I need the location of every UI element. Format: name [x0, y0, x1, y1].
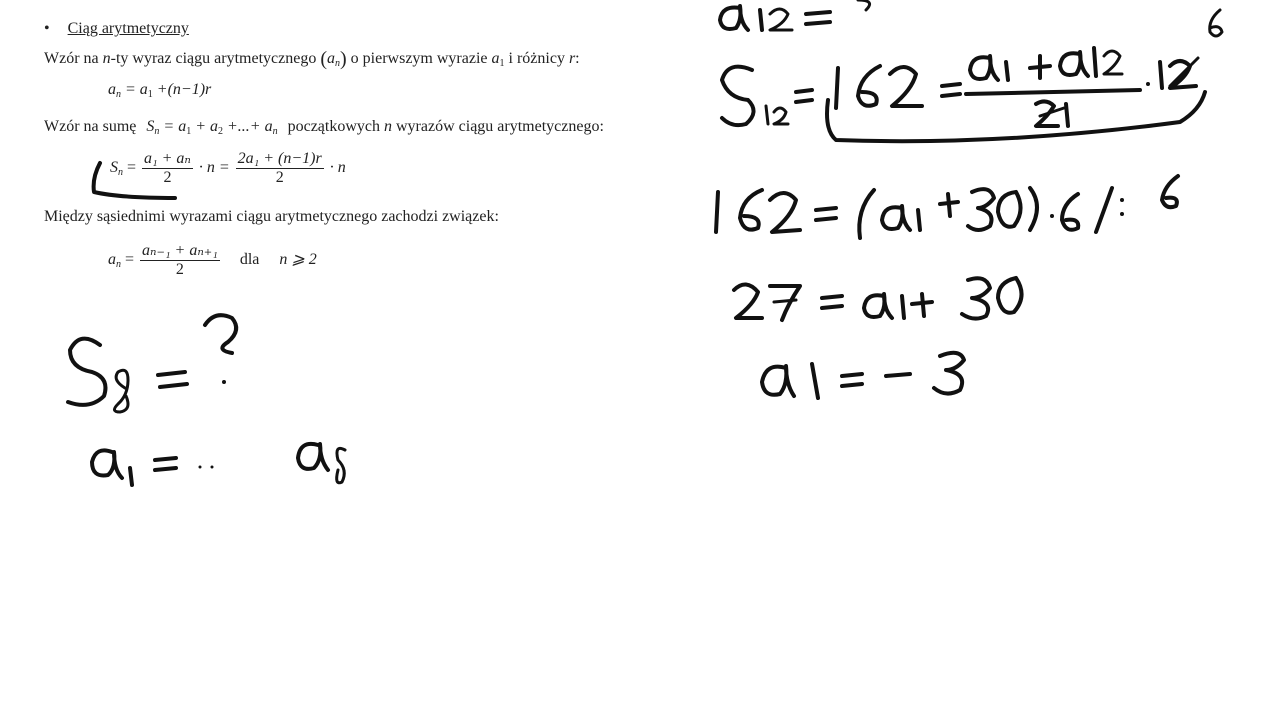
- ink-a1: [92, 450, 122, 478]
- ink-3-cut: [858, 0, 870, 10]
- sum-fraction-2: $\frac{\text{2a₁ + (n−1)r}}{2}$: [237, 150, 322, 186]
- ink-l3-6: [740, 190, 762, 230]
- ink-frac-a1: [970, 56, 998, 80]
- ink-plus3-v: [922, 294, 924, 316]
- ink-den-1: [1066, 104, 1068, 126]
- ink-S12: [722, 67, 754, 125]
- ink-l5-3: [934, 353, 964, 394]
- ink-a8-8: [337, 448, 345, 482]
- ink-eq6a: [816, 208, 836, 210]
- ink-frac-bar: [966, 90, 1140, 94]
- ink-a12-1: [760, 10, 762, 30]
- section-title: Ciąg arytmetyczny: [67, 20, 189, 37]
- ink-l4-a1: [864, 294, 892, 318]
- ink-l3-2: [770, 193, 800, 232]
- ink-l5-a: [762, 366, 794, 396]
- ink-12-1: [1160, 62, 1162, 88]
- ink-paren-close: [1030, 188, 1037, 230]
- ink-eq7b: [822, 306, 842, 308]
- sum-intro: Wzór na sumę $S_n = a_1 + a_2$ +...+ $a_n$ początkowych n wyrazów ciągu arytmetycznego:: [44, 118, 604, 137]
- ink-frac-1: [1006, 62, 1008, 80]
- ink-S8: [68, 339, 106, 405]
- ink-eq1a: [158, 372, 185, 375]
- ink-l4-3: [962, 278, 990, 318]
- sum-formula: $S_n$ = $\frac{\text{a₁ + aₙ}}{2}$ · n = $\frac{\text{2a₁ + (n−1)r}}{2}$ · n: [110, 150, 346, 186]
- ink-colon-bot: [1120, 212, 1124, 216]
- ink-l3-6b: [1062, 194, 1078, 230]
- ink-colon-top: [1120, 198, 1124, 202]
- ink-paren-open: [859, 190, 874, 238]
- ink-question: [205, 315, 236, 353]
- ink-eq6b: [816, 218, 836, 220]
- ink-l3-1: [716, 192, 718, 232]
- ink-a12: [720, 6, 748, 30]
- ink-eq3a: [806, 12, 830, 14]
- ink-eq4b: [796, 100, 812, 102]
- ink-dot-mul2: [1050, 214, 1054, 218]
- ink-a12-2: [770, 9, 792, 30]
- neighbor-fraction: $\frac{\text{aₙ₋₁ + aₙ₊₁}}{2}$: [142, 242, 218, 278]
- ink-l3-6c: [1162, 176, 1178, 207]
- ink-l3-a1-1: [918, 210, 920, 230]
- ink-162-1: [836, 68, 838, 108]
- ink-underline-s12: [827, 92, 1205, 141]
- ink-dot-mul: [1146, 82, 1150, 86]
- ink-eq8b: [842, 384, 862, 386]
- ink-l4-a1-1: [902, 296, 904, 318]
- ink-frac-a12: [1060, 52, 1088, 76]
- ink-1: [130, 468, 132, 485]
- ink-eq7a: [822, 296, 842, 298]
- ink-eq8a: [842, 374, 862, 376]
- ink-l4-7-bar: [774, 300, 796, 302]
- ink-eq4a: [796, 90, 812, 92]
- ink-six: [1210, 10, 1222, 36]
- ink-eq5a: [942, 84, 960, 86]
- ink-l4-0: [998, 278, 1022, 313]
- ink-underline-sum: [94, 163, 175, 198]
- ink-question-dot: [222, 380, 226, 384]
- ink-l4-2: [734, 284, 762, 318]
- ink-a8-a: [298, 444, 328, 470]
- ink-l3-a1: [882, 206, 910, 230]
- ink-frac-12-1: [1094, 48, 1096, 76]
- ink-eq5b: [942, 94, 960, 96]
- ink-dot1: [199, 466, 202, 469]
- ink-l3-3: [968, 189, 994, 230]
- ink-eq1b: [160, 384, 187, 387]
- neighbor-intro: Między sąsiednimi wyrazami ciągu arytmetycznego zachodzi związek:: [44, 208, 499, 225]
- ink-slash: [1096, 188, 1112, 232]
- nth-term-intro: Wzór na n-ty wyraz ciągu arytmetycznego $(a_n)$ o pierwszym wyrazie $a_1$ i różnicy r:: [44, 48, 580, 70]
- ink-eq2b: [155, 468, 176, 470]
- sum-fraction-1: $\frac{\text{a₁ + aₙ}}{2}$: [144, 150, 191, 186]
- ink-8: [114, 370, 128, 412]
- ink-l3-0: [998, 192, 1021, 227]
- ink-162-6: [858, 66, 880, 106]
- nth-term-formula: $a_n = a_1 +(n-1)r$: [108, 81, 212, 100]
- neighbor-formula: $a_n$ = $\frac{\text{aₙ₋₁ + aₙ₊₁}}{2}$ dla n ⩾ 2: [108, 242, 317, 278]
- ink-l5-1: [812, 364, 818, 398]
- ink-plus2-v: [948, 194, 950, 216]
- ink-minus: [886, 374, 910, 376]
- ink-S12-12: [766, 106, 788, 124]
- ink-eq3b: [806, 22, 830, 24]
- ink-frac-12-2: [1104, 51, 1122, 74]
- ink-162-2: [890, 67, 922, 106]
- ink-eq2a: [155, 458, 176, 460]
- ink-dot2: [211, 466, 214, 469]
- bullet: •: [44, 20, 50, 37]
